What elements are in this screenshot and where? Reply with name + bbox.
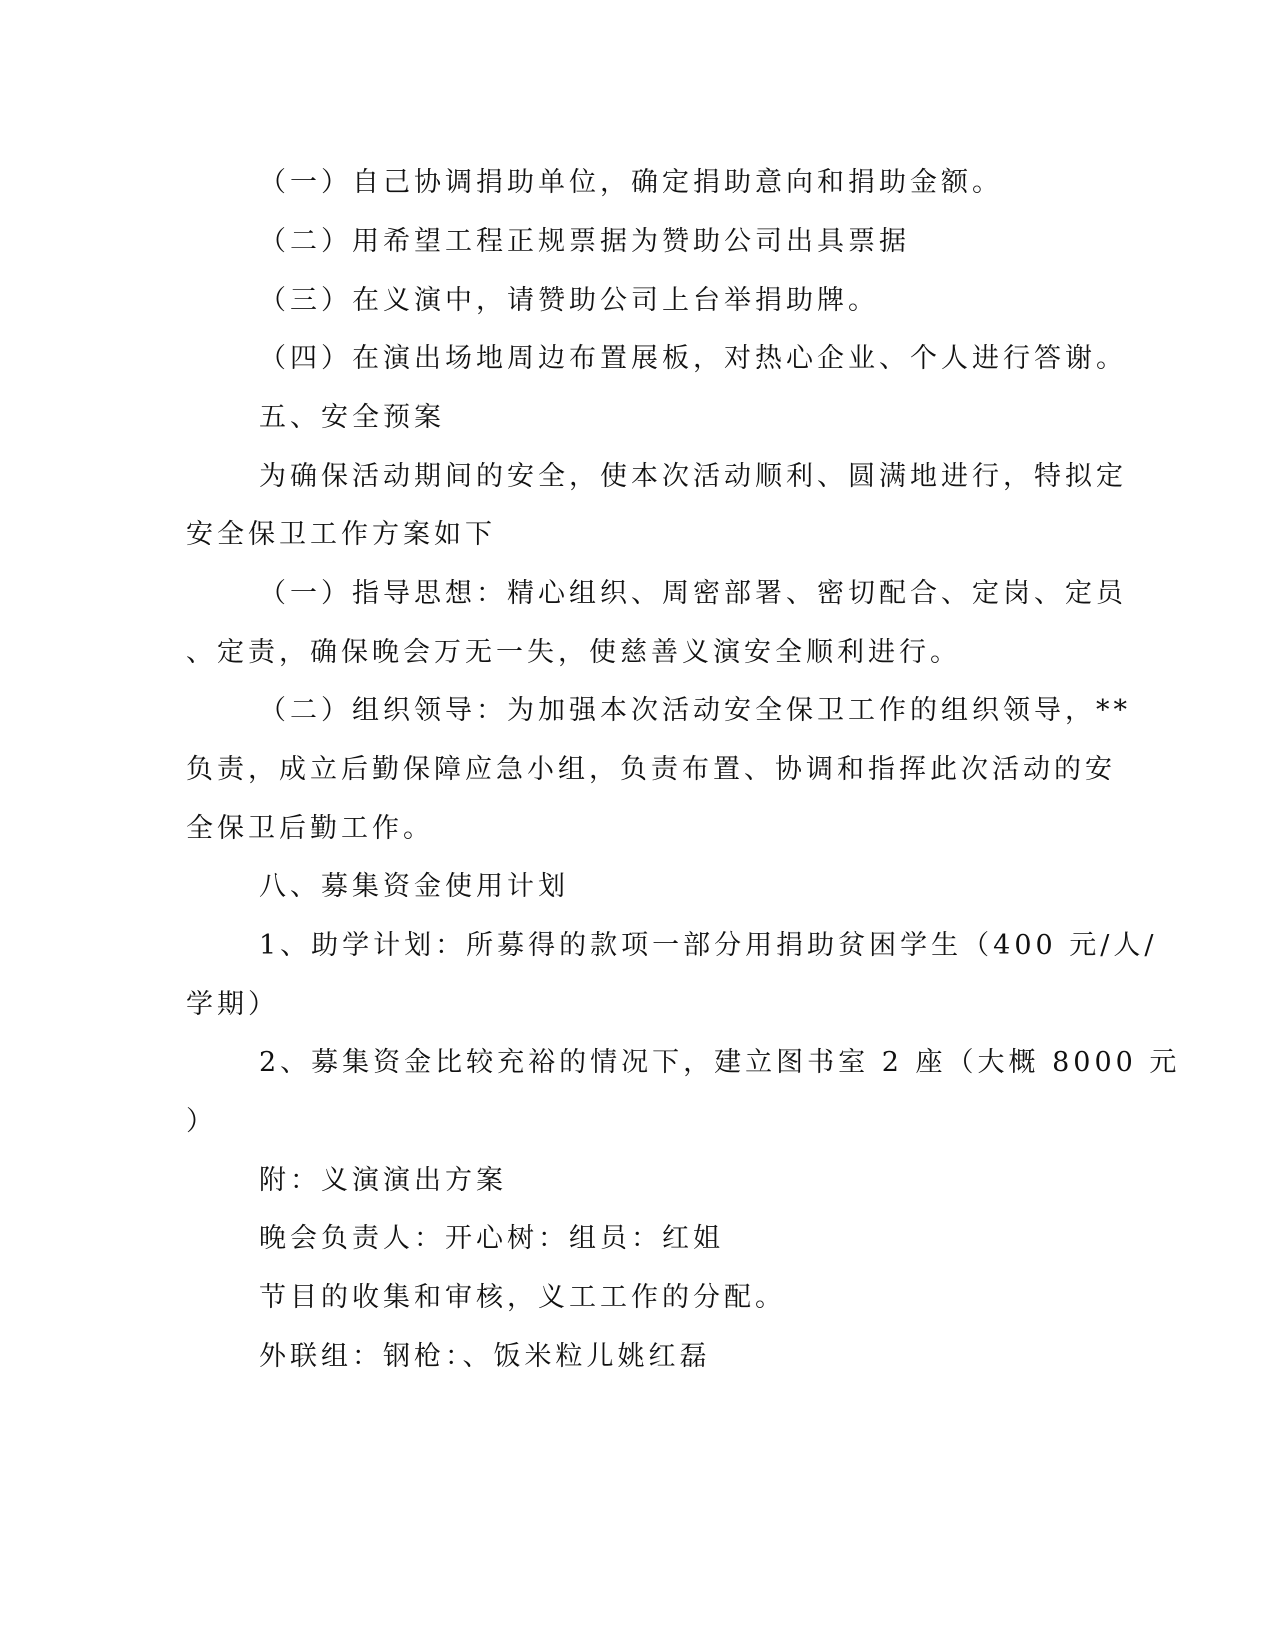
text-line: 晚会负责人：开心树：组员：红姐 — [259, 1223, 724, 1254]
text-line: 全保卫后勤工作。 — [186, 813, 434, 844]
text-line: （一）自己协调捐助单位，确定捐助意向和捐助金额。 — [259, 167, 1003, 198]
text-line: 节目的收集和审核，义工工作的分配。 — [259, 1282, 786, 1313]
text-line: 负责，成立后勤保障应急小组，负责布置、协调和指挥此次活动的安 — [186, 754, 1116, 785]
text-line: 学期） — [186, 989, 279, 1020]
text-line: （二）用希望工程正规票据为赞助公司出具票据 — [259, 226, 910, 257]
text-line: ） — [186, 1106, 217, 1137]
text-line: 为确保活动期间的安全，使本次活动顺利、圆满地进行，特拟定 — [259, 461, 1127, 492]
section-heading: 八、募集资金使用计划 — [259, 871, 569, 902]
text-line: 安全保卫工作方案如下 — [186, 519, 496, 550]
text-line: （四）在演出场地周边布置展板，对热心企业、个人进行答谢。 — [259, 343, 1127, 374]
text-line: （二）组织领导：为加强本次活动安全保卫工作的组织领导，** — [259, 695, 1131, 726]
text-line: 附：义演演出方案 — [259, 1165, 507, 1196]
text-line: 2、募集资金比较充裕的情况下，建立图书室 2 座（大概 8000 元 — [259, 1047, 1181, 1078]
text-line: 、定责，确保晚会万无一失，使慈善义演安全顺利进行。 — [186, 637, 961, 668]
text-line: （三）在义演中，请赞助公司上台举捐助牌。 — [259, 285, 879, 316]
section-heading: 五、安全预案 — [259, 402, 445, 433]
text-line: （一）指导思想：精心组织、周密部署、密切配合、定岗、定员 — [259, 578, 1127, 609]
text-line: 外联组：钢枪：、饭米粒儿姚红磊 — [259, 1341, 711, 1372]
text-line: 1、助学计划：所募得的款项一部分用捐助贫困学生（400 元/人/ — [259, 930, 1158, 961]
